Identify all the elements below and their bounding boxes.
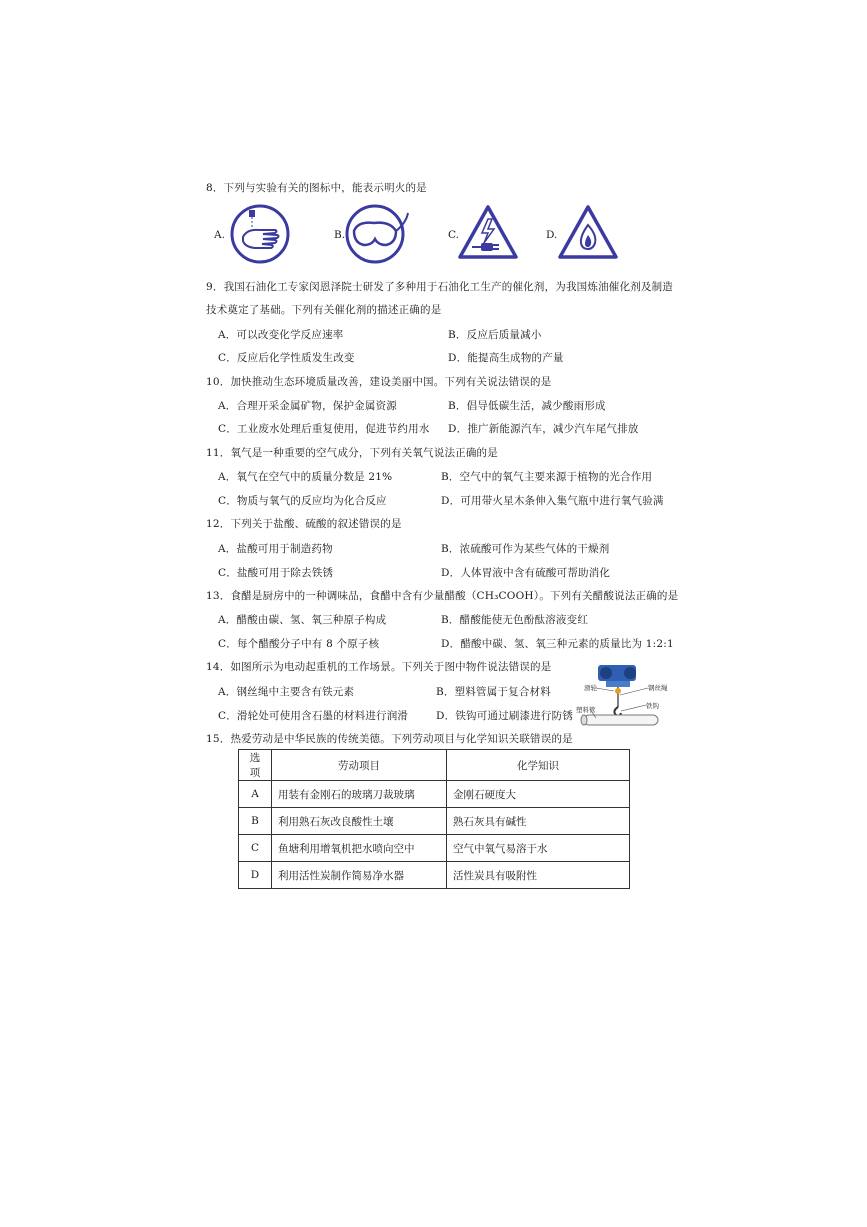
q11-option-b: B．空气中的氧气主要来源于植物的光合作用 [441, 471, 653, 483]
table-cell-option: D [239, 862, 272, 889]
q14-stem: 14．如图所示为电动起重机的工作场景。下列关于图中物件说法错误的是 [206, 661, 552, 673]
goggles-icon [344, 203, 410, 269]
table-header-row [239, 750, 630, 781]
q12-option-d: D．人体胃液中含有硫酸可帮助消化 [441, 567, 611, 579]
electric-plug-hazard-icon [457, 203, 519, 267]
table-cell-option: B [239, 808, 272, 835]
table-row [239, 781, 630, 808]
q10-stem: 10．加快推动生态环境质量改善，建设美丽中国。下列有关说法错误的是 [206, 376, 552, 388]
q9-stem-line2: 技术奠定了基础。下列有关催化剂的描述正确的是 [206, 304, 442, 316]
q10-option-b: B．倡导低碳生活，减少酸雨形成 [448, 400, 606, 412]
crane-figure [576, 661, 672, 741]
q9-option-a: A．可以改变化学反应速率 [218, 329, 344, 341]
table-cell-labor: 用装有金刚石的玻璃刀裁玻璃 [272, 781, 447, 808]
q8-stem: 8．下列与实验有关的图标中，能表示明火的是 [206, 182, 427, 194]
q14-option-c: C．滑轮处可使用含石墨的材料进行润滑 [218, 710, 409, 722]
q9-option-d: D．能提高生成物的产量 [448, 352, 564, 364]
table-header-option: 选项 [239, 750, 272, 781]
q9-stem-line1: 9．我国石油化工专家闵恩泽院士研发了多种用于石油化工生产的催化剂，为我国炼油催化剂及制造 [206, 281, 673, 293]
table-cell-labor: 鱼塘利用增氧机把水喷向空中 [272, 835, 447, 862]
table-header-labor: 劳动项目 [272, 750, 447, 781]
table-row [239, 835, 630, 862]
q13-option-b: B．醋酸能使无色酚酞溶液变红 [441, 614, 589, 626]
q12-option-a: A．盐酸可用于制造药物 [218, 543, 333, 555]
q15-table [238, 749, 630, 889]
q12-option-b: B．浓硫酸可作为某些气体的干燥剂 [441, 543, 610, 555]
q14-option-b: B．塑料管属于复合材料 [436, 686, 551, 698]
q12-option-c: C．盐酸可用于除去铁锈 [218, 567, 334, 579]
q10-option-c: C．工业废水处理后重复使用，促进节约用水 [218, 423, 430, 435]
table-cell-knowledge: 金刚石硬度大 [447, 781, 630, 808]
table-row [239, 808, 630, 835]
q10-option-d: D．推广新能源汽车，减少汽车尾气排放 [448, 423, 639, 435]
table-row [239, 862, 630, 889]
table-cell-knowledge: 空气中氧气易溶于水 [447, 835, 630, 862]
q11-option-a: A．氧气在空气中的质量分数是 21% [218, 471, 393, 483]
crane-label-hook: 铁钩 [646, 702, 659, 710]
q14-option-d: D．铁钩可通过刷漆进行防锈 [436, 710, 574, 722]
q13-stem: 13．食醋是厨房中的一种调味品，食醋中含有少量醋酸（CH₃COOH）。下列有关醋酸说法正确的是 [206, 590, 679, 602]
q14-option-a: A．钢丝绳中主要含有铁元素 [218, 686, 355, 698]
q10-option-a: A．合理开采金属矿物，保护金属资源 [218, 400, 397, 412]
q13-option-d: D．醋酸中碳、氢、氧三种元素的质量比为 1:2:1 [441, 638, 674, 650]
q13-option-a: A．醋酸由碳、氢、氧三种原子构成 [218, 614, 387, 626]
table-cell-knowledge: 熟石灰具有碱性 [447, 808, 630, 835]
q8-option-a-label: A. [214, 229, 225, 241]
open-flame-icon [557, 203, 619, 267]
crane-label-wire: 钢丝绳 [648, 684, 668, 692]
table-header-knowledge: 化学知识 [447, 750, 630, 781]
q9-option-b: B．反应后质量减小 [448, 329, 542, 341]
q8-option-c-label: C. [448, 229, 459, 241]
q8-option-b-label: B. [334, 229, 346, 241]
crane-label-pulley: 滑轮 [584, 684, 597, 692]
q11-option-c: C．物质与氧气的反应均为化合反应 [218, 495, 387, 507]
table-cell-option: A [239, 781, 272, 808]
q12-stem: 12．下列关于盐酸、硫酸的叙述错误的是 [206, 518, 402, 530]
q9-option-c: C．反应后化学性质发生改变 [218, 352, 355, 364]
q13-option-c: C．每个醋酸分子中有 8 个原子核 [218, 638, 380, 650]
table-cell-labor: 利用活性炭制作简易净水器 [272, 862, 447, 889]
q15-stem: 15．热爱劳动是中华民族的传统美德。下列劳动项目与化学知识关联错误的是 [206, 733, 573, 745]
q8-option-d-label: D. [546, 229, 558, 241]
q11-stem: 11．氧气是一种重要的空气成分，下列有关氧气说法正确的是 [206, 447, 498, 459]
table-cell-labor: 利用熟石灰改良酸性土壤 [272, 808, 447, 835]
table-cell-knowledge: 活性炭具有吸附性 [447, 862, 630, 889]
crane-label-pipe: 塑料管 [576, 706, 596, 714]
table-cell-option: C [239, 835, 272, 862]
hand-wash-icon [229, 203, 291, 269]
q11-option-d: D．可用带火星木条伸入集气瓶中进行氧气验满 [441, 495, 664, 507]
